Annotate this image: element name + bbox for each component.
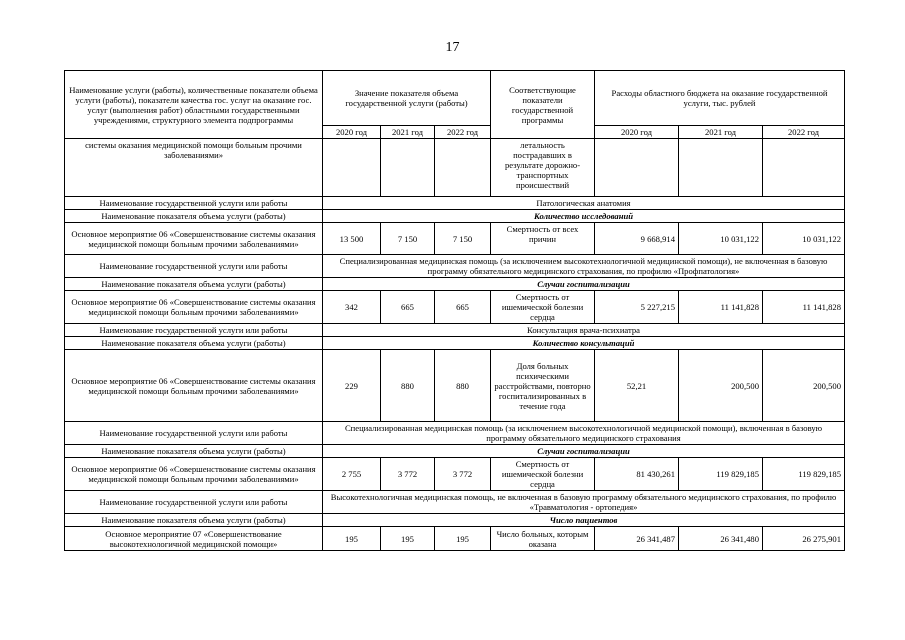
value-cell: 880 [435, 350, 491, 422]
expense-cell: 26 341,487 [595, 527, 679, 551]
value-cell: 2 755 [323, 458, 381, 491]
activity-name-cell: системы оказания медицинской помощи больным прочими заболеваниями» [65, 139, 323, 197]
header-year: 2022 год [435, 126, 491, 139]
value-cell: 7 150 [435, 223, 491, 255]
value-cell: 229 [323, 350, 381, 422]
service-value: Высокотехнологичная медицинская помощь, не включенная в базовую программу обязательного медицинского страхования, по профилю «Травматология - ортопедия» [323, 491, 845, 514]
header-year: 2022 год [763, 126, 845, 139]
value-cell [323, 139, 381, 197]
value-cell: 7 150 [381, 223, 435, 255]
service-label: Наименование государственной услуги или работы [65, 255, 323, 278]
indicator-label: Наименование показателя объема услуги (работы) [65, 514, 323, 527]
budget-table [64, 70, 845, 551]
expense-cell: 200,500 [763, 350, 845, 422]
value-cell: 195 [381, 527, 435, 551]
program-indicator-cell: Смертность от всех причин [491, 223, 595, 255]
page-number: 17 [445, 40, 460, 55]
header-volume-cell: Значение показателя объема государственной услуги (работы) [323, 71, 491, 126]
value-cell: 880 [381, 350, 435, 422]
indicator-value: Случаи госпитализации [323, 278, 845, 291]
program-indicator-cell: Число больных, которым оказана [491, 527, 595, 551]
program-indicator-cell: Смертность от ишемической болезни сердца [491, 291, 595, 324]
indicator-label: Наименование показателя объема услуги (работы) [65, 445, 323, 458]
service-label: Наименование государственной услуги или работы [65, 491, 323, 514]
expense-cell: 200,500 [679, 350, 763, 422]
value-cell: 3 772 [381, 458, 435, 491]
expense-cell [679, 139, 763, 197]
value-cell: 195 [323, 527, 381, 551]
indicator-value: Количество исследований [323, 210, 845, 223]
indicator-value: Случаи госпитализации [323, 445, 845, 458]
expense-cell: 10 031,122 [763, 223, 845, 255]
value-cell: 665 [435, 291, 491, 324]
service-label: Наименование государственной услуги или работы [65, 197, 323, 210]
expense-cell: 10 031,122 [679, 223, 763, 255]
value-cell: 665 [381, 291, 435, 324]
program-indicator-cell: летальность пострадавших в результате дорожно-транспортных происшествий [491, 139, 595, 197]
header-year: 2021 год [679, 126, 763, 139]
indicator-value: Количество консультаций [323, 337, 845, 350]
service-value: Консультация врача-психиатра [323, 324, 845, 337]
activity-name-cell: Основное мероприятие 07 «Совершенствование высокотехнологичной медицинской помощи» [65, 527, 323, 551]
value-cell: 13 500 [323, 223, 381, 255]
expense-cell: 26 341,480 [679, 527, 763, 551]
expense-cell [595, 139, 679, 197]
indicator-label: Наименование показателя объема услуги (работы) [65, 337, 323, 350]
header-year: 2020 год [323, 126, 381, 139]
value-cell [381, 139, 435, 197]
indicator-value: Число пациентов [323, 514, 845, 527]
header-year: 2021 год [381, 126, 435, 139]
header-expense-cell: Расходы областного бюджета на оказание государственной услуги, тыс. рублей [595, 71, 845, 126]
value-cell: 3 772 [435, 458, 491, 491]
header-year: 2020 год [595, 126, 679, 139]
activity-name-cell: Основное мероприятие 06 «Совершенствование системы оказания медицинской помощи больным прочими заболеваниями» [65, 350, 323, 422]
expense-cell: 119 829,185 [763, 458, 845, 491]
indicator-label: Наименование показателя объема услуги (работы) [65, 278, 323, 291]
expense-cell: 11 141,828 [763, 291, 845, 324]
expense-cell: 52,21 [595, 350, 679, 422]
value-cell: 195 [435, 527, 491, 551]
header-name-cell: Наименование услуги (работы), количественные показатели объема услуги (работы), показатели качества гос. услуг на оказание гос. услуг (выполнения работ) областными государственными учреждениями, структурного элемента подпрограммы [65, 71, 323, 139]
expense-cell: 81 430,261 [595, 458, 679, 491]
service-label: Наименование государственной услуги или работы [65, 422, 323, 445]
activity-name-cell: Основное мероприятие 06 «Совершенствование системы оказания медицинской помощи больным прочими заболеваниями» [65, 291, 323, 324]
expense-cell [763, 139, 845, 197]
expense-cell: 5 227,215 [595, 291, 679, 324]
service-value: Специализированная медицинская помощь (за исключением высокотехнологичной медицинской помощи), включенная в базовую программу обязательного медицинского страхования [323, 422, 845, 445]
service-value: Патологическая анатомия [323, 197, 845, 210]
activity-name-cell: Основное мероприятие 06 «Совершенствование системы оказания медицинской помощи больным прочими заболеваниями» [65, 458, 323, 491]
service-value: Специализированная медицинская помощь (за исключением высокотехнологичной медицинской помощи), не включенная в базовую программу обязательного медицинского страхования, по профилю «Профпатология» [323, 255, 845, 278]
expense-cell: 119 829,185 [679, 458, 763, 491]
expense-cell: 9 668,914 [595, 223, 679, 255]
header-program-cell: Соответствующие показатели государственной программы [491, 71, 595, 139]
program-indicator-cell: Доля больных психическими расстройствами, повторно госпитализированных в течение года [491, 350, 595, 422]
program-indicator-cell: Смертность от ишемической болезни сердца [491, 458, 595, 491]
indicator-label: Наименование показателя объема услуги (работы) [65, 210, 323, 223]
activity-name-cell: Основное мероприятие 06 «Совершенствование системы оказания медицинской помощи больным прочими заболеваниями» [65, 223, 323, 255]
expense-cell: 11 141,828 [679, 291, 763, 324]
service-label: Наименование государственной услуги или работы [65, 324, 323, 337]
expense-cell: 26 275,901 [763, 527, 845, 551]
value-cell [435, 139, 491, 197]
value-cell: 342 [323, 291, 381, 324]
